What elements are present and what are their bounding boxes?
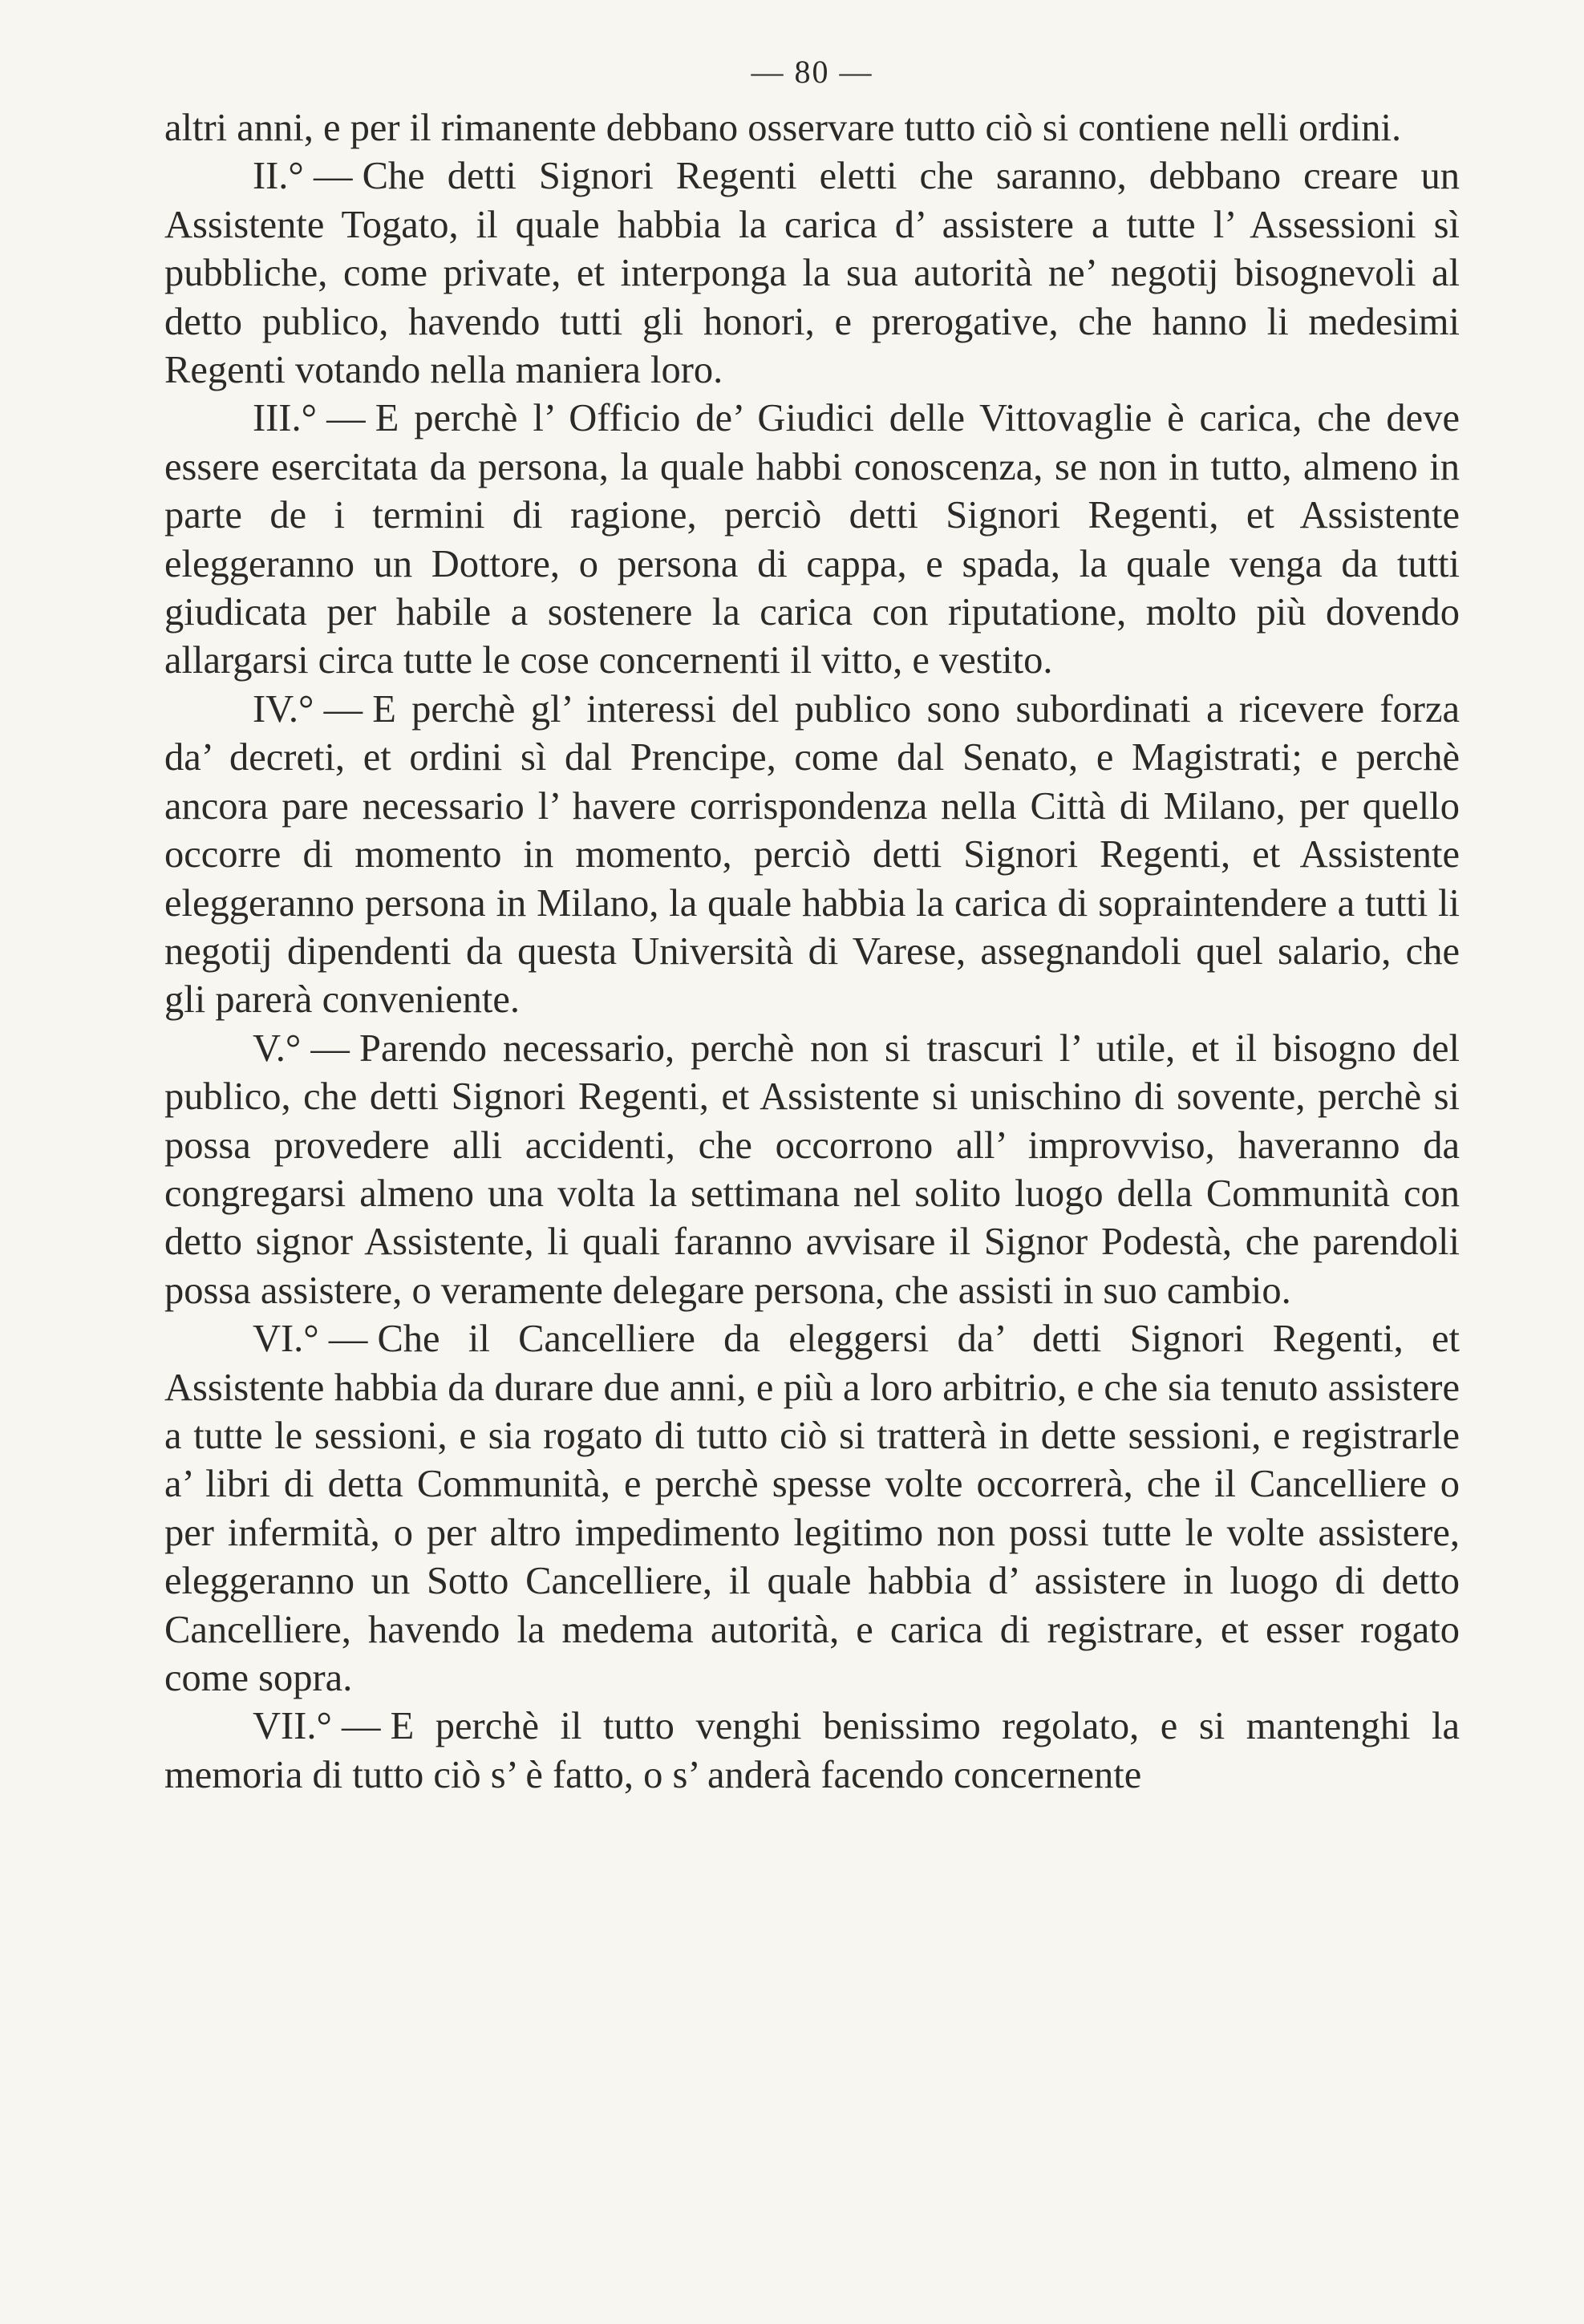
paragraph-text: Che detti Signori Regenti eletti che saranno, debbano creare un Assistente Togato, il quale habbia la carica d’ assistere a tutte l’ Assessioni sì pubbliche, come private, et interponga la sua autorità ne’ negotij bisognevoli al detto publico, havendo tutti gli honori, e prerogative, che hanno li medesimi Regenti votando nella maniera loro. <box>164 155 1460 392</box>
paragraph-text: Che il Cancelliere da eleggersi da’ detti Signori Regenti, et Assistente habbia da durare due anni, e più a loro arbitrio, e che sia tenuto assistere a tutte le sessioni, e sia rogato di tutto ciò si tratterà in dette sessioni, e registrarle a’ libri di detta Communità, e perchè spesse volte occorrerà, che il Cancelliere o per infermità, o per altro impedimento legitimo non possi tutte le volte assistere, eleggeranno un Sotto Cancelliere, il quale habbia d’ assistere in luogo di detto Cancelliere, havendo la medema autorità, e carica di registrare, et esser rogato come sopra. <box>164 1318 1460 1699</box>
paragraph-article-5 <box>164 1025 1460 1315</box>
em-dash: — <box>323 687 363 731</box>
article-numeral: VII.° <box>253 1705 332 1748</box>
em-dash: — <box>341 1705 381 1748</box>
paragraph-text: E perchè l’ Officio de’ Giudici delle Vittovaglie è carica, che deve essere esercitata da persona, la quale habbi conoscenza, se non in tutto, almeno in parte de i termini di ragione, perciò detti Signori Regenti, et Assistente eleggeranno un Dottore, o persona di cappa, e spada, la quale venga da tutti giudicata per habile a sostenere la carica con riputatione, molto più dovendo allargarsi circa tutte le cose concernenti il vitto, e vestito. <box>164 397 1460 682</box>
page-number: — 80 — <box>751 54 873 90</box>
article-numeral: II.° <box>253 155 304 198</box>
document-page <box>164 48 1460 1800</box>
paragraph-continuation <box>164 104 1460 152</box>
em-dash: — <box>326 397 366 440</box>
paragraph-text: altri anni, e per il rimanente debbano osservare tutto ciò si contiene nelli ordini. <box>164 107 1402 149</box>
article-numeral: V.° <box>253 1026 302 1070</box>
paragraph-text: Parendo necessario, perchè non si trascuri l’ utile, et il bisogno del publico, che detti Signori Regenti, et Assistente si unischino di sovente, perchè si possa provedere alli accidenti, che occorrono all’ improvviso, haveranno da congregarsi almeno una volta la settimana nel solito luogo della Communità con detto signor Assistente, li quali faranno avvisare il Signor Podestà, che parendoli possa assistere, o veramente delegare persona, che assisti in suo cambio. <box>164 1026 1460 1312</box>
article-numeral: VI.° <box>253 1318 319 1361</box>
em-dash: — <box>328 1318 368 1361</box>
paragraph-article-6 <box>164 1315 1460 1703</box>
article-numeral: IV.° <box>253 687 314 731</box>
paragraph-article-4 <box>164 686 1460 1025</box>
paragraph-text: E perchè il tutto venghi benissimo regolato, e si mantenghi la memoria di tutto ciò s’ è fatto, o s’ anderà facendo concernente <box>164 1705 1460 1796</box>
paragraph-text: E perchè gl’ interessi del publico sono subordinati a ricevere forza da’ decreti, et ordini sì dal Prencipe, come dal Senato, e Magistrati; e perchè ancora pare necessario l’ havere corrispondenza nella Città di Milano, per quello occorre di momento in momento, perciò detti Signori Regenti, et Assistente eleggeranno persona in Milano, la quale habbia la carica di sopraintendere a tutti li negotij dipendenti da questa Università di Varese, assegnandoli quel salario, che gli parerà conveniente. <box>164 687 1460 1022</box>
em-dash: — <box>310 1026 350 1070</box>
em-dash: — <box>313 155 353 198</box>
paragraph-article-2 <box>164 152 1460 395</box>
paragraph-article-7 <box>164 1703 1460 1800</box>
article-numeral: III.° <box>253 397 317 440</box>
paragraph-article-3 <box>164 395 1460 685</box>
